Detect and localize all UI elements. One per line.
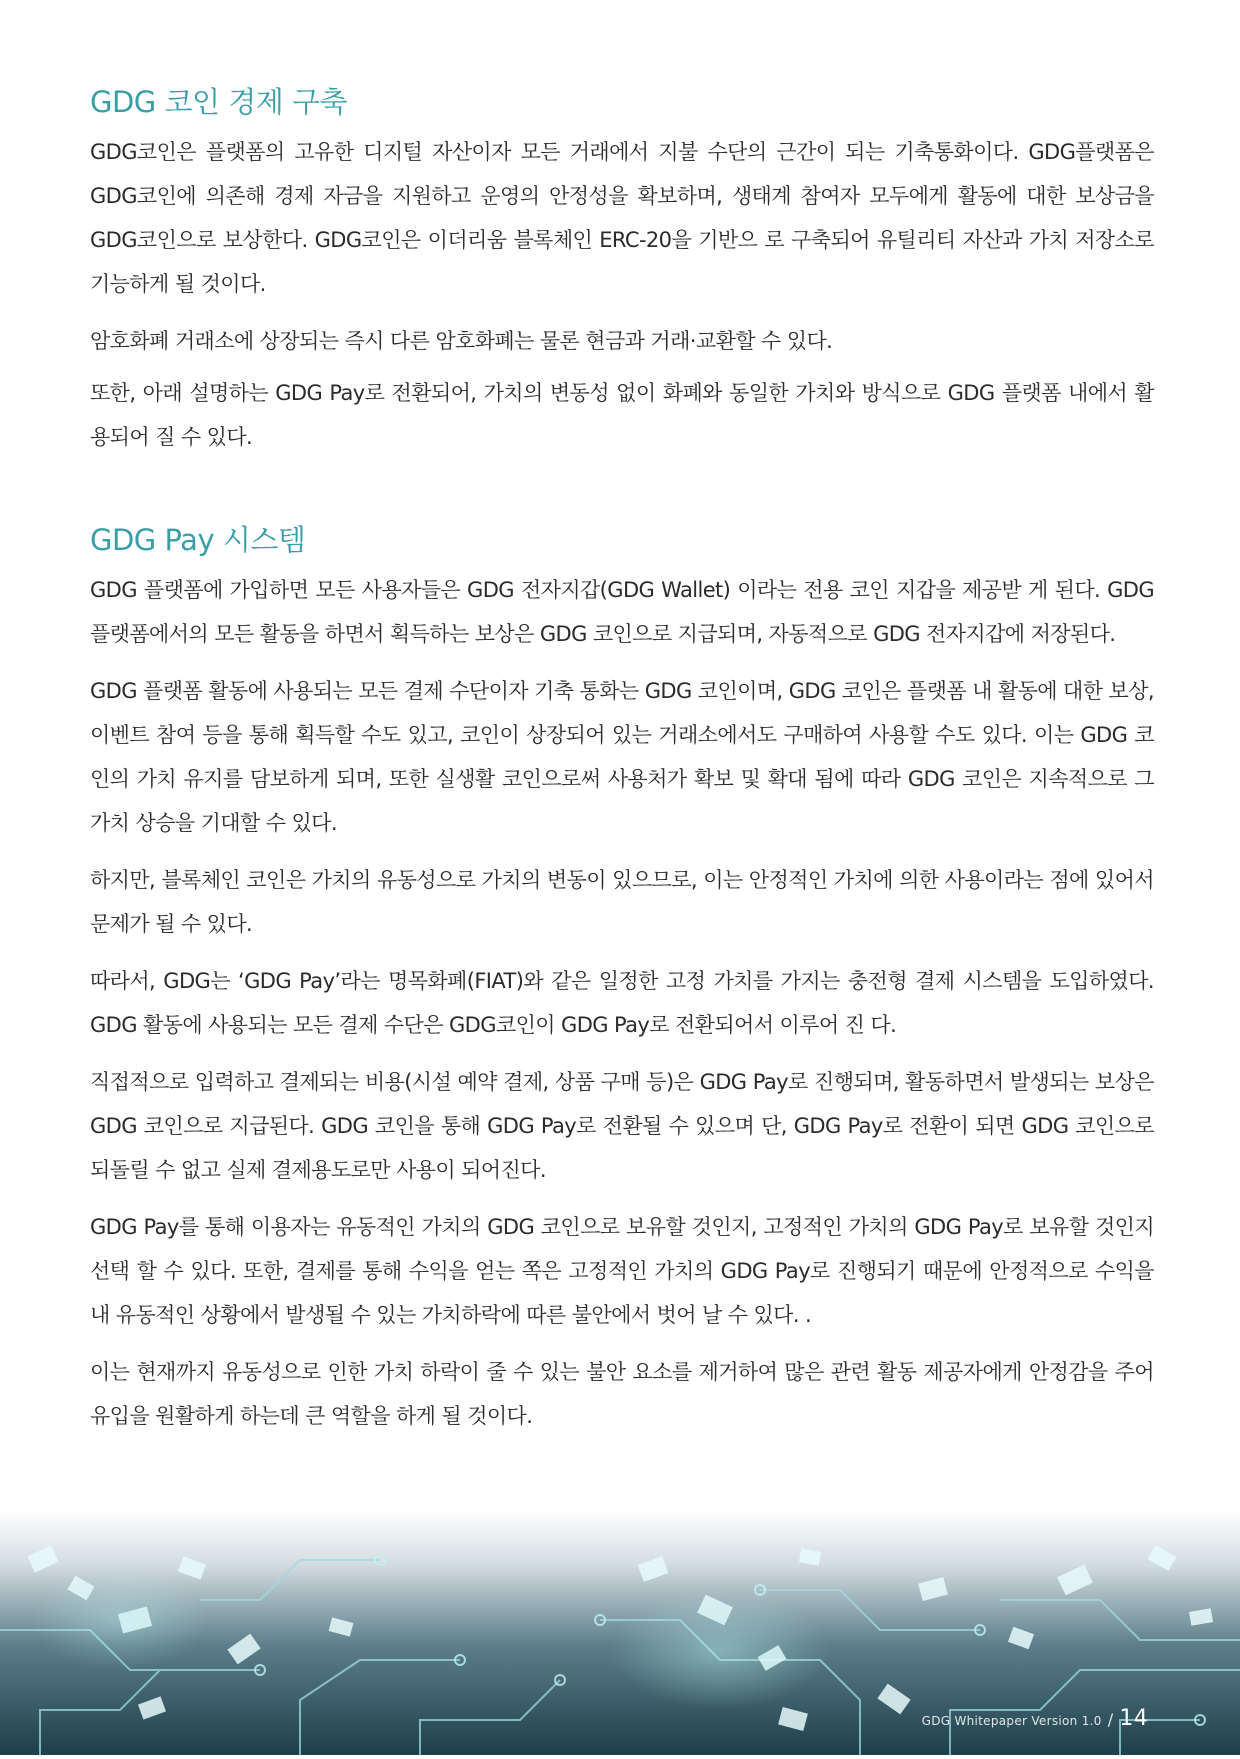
- paragraph: GDG 플랫폼 활동에 사용되는 모든 결제 수단이자 기축 통화는 GDG 코인이며, GDG 코인은 플랫폼 내 활동에 대한 보상, 이벤트 참여 등을 통해 획득할 수도 있고, 코인이 상장되어 있는 거래소에서도 구매하여 사용할 수도 있다. 이는 GDG 코인의 가치 유지를 담보하게 되며, 또한 실생활 코인으로써 사용처가 확보 및 확대 됨에 따라 GDG 코인은 지속적으로 그 가치 상승을 기대할 수 있다.: [90, 679, 1154, 835]
- paragraph: GDG 플랫폼에 가입하면 모든 사용자들은 GDG 전자지갑(GDG Wallet) 이라는 전용 코인 지갑을 제공받 게 된다. GDG 플랫폼에서의 모든 활동을 하면서 획득하는 보상은 GDG 코인으로 지급되며, 자동적으로 GDG 전자지갑에 저장된다.: [90, 578, 1154, 646]
- paragraph: GDG코인은 플랫폼의 고유한 디지털 자산이자 모든 거래에서 지불 수단의 근간이 되는 기축통화이다. GDG플랫폼은 GDG코인에 의존해 경제 자금을 지원하고 운영의 안정성을 확보하며, 생태계 참여자 모두에게 활동에 대한 보상금을 GDG코인으로 보상한다. GDG코인은 이더리움 블록체인 ERC-20을 기반으 로 구축되어 유틸리티 자산과 가치 저장소로 기능하게 될 것이다.: [90, 140, 1154, 296]
- section-divider-space: [90, 472, 1154, 518]
- footer-separator: /: [1107, 1710, 1114, 1729]
- section-heading-coin-economy: GDG 코인 경제 구축: [90, 85, 348, 119]
- page-number: 14: [1119, 1706, 1148, 1731]
- paragraph: 하지만, 블록체인 코인은 가치의 유동성으로 가치의 변동이 있으므로, 이는 안정적인 가치에 의한 사용이라는 점에 있어서 문제가 될 수 있다.: [90, 868, 1154, 936]
- circuit-board-banner: [0, 1510, 1240, 1755]
- footer-doc-title: GDG Whitepaper Version 1.0: [921, 1714, 1102, 1728]
- paragraph: 암호화폐 거래소에 상장되는 즉시 다른 암호화폐는 물론 현금과 거래·교환할 수 있다.: [90, 329, 833, 353]
- paragraph: 또한, 아래 설명하는 GDG Pay로 전환되어, 가치의 변동성 없이 화폐와 동일한 가치와 방식으로 GDG 플랫폼 내에서 활용되어 질 수 있다.: [90, 381, 1154, 449]
- paragraph: 따라서, GDG는 ‘GDG Pay’라는 명목화폐(FIAT)와 같은 일정한 고정 가치를 가지는 충전형 결제 시스템을 도입하였다. GDG 활동에 사용되는 모든 결제 수단은 GDG코인이 GDG Pay로 전환되어서 이루어 진 다.: [90, 969, 1154, 1037]
- footer-page-label: [922, 1706, 1148, 1731]
- paragraph: GDG Pay를 통해 이용자는 유동적인 가치의 GDG 코인으로 보유할 것인지, 고정적인 가치의 GDG Pay로 보유할 것인지 선택 할 수 있다. 또한, 결제를 통해 수익을 얻는 쪽은 고정적인 가치의 GDG Pay로 진행되기 때문에 안정적으로 수익을 내 유동적인 상황에서 발생될 수 있는 가치하락에 따른 불안에서 벗어 날 수 있다. .: [90, 1215, 1154, 1327]
- section-heading-pay-system: GDG Pay 시스템: [90, 523, 306, 557]
- page-content: [90, 80, 1154, 1451]
- paragraph: 이는 현재까지 유동성으로 인한 가치 하락이 줄 수 있는 불안 요소를 제거하여 많은 관련 활동 제공자에게 안정감을 주어 유입을 원활하게 하는데 큰 역할을 하게 될 것이다.: [90, 1360, 1154, 1428]
- paragraph: 직접적으로 입력하고 결제되는 비용(시설 예약 결제, 상품 구매 등)은 GDG Pay로 진행되며, 활동하면서 발생되는 보상은 GDG 코인으로 지급된다. GDG 코인을 통해 GDG Pay로 전환될 수 있으며 단, GDG Pay로 전환이 되면 GDG 코인으로 되돌릴 수 없고 실제 결제용도로만 사용이 되어진다.: [90, 1070, 1154, 1182]
